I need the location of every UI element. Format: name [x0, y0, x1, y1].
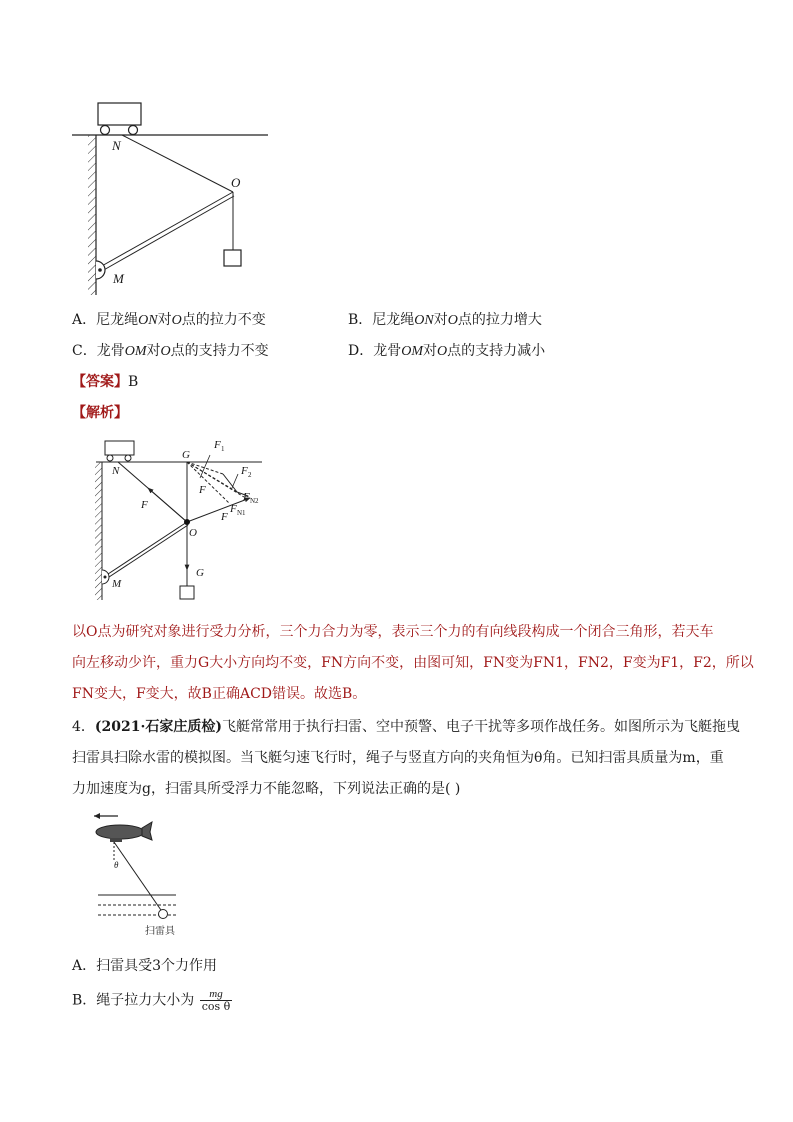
figure-3-airship-minesweeper [90, 810, 190, 940]
minesweeper-device [159, 910, 168, 919]
option-b-q4: B．绳子拉力大小为 $\frac{mg}{\text{cos θ}}$ [72, 988, 231, 1013]
q4-line-1: 4．(2021·石家庄质检)飞艇常常用于执行扫雷、空中预警、电子干扰等多项作战任务。如图所示为飞艇拖曳 [72, 719, 741, 735]
option-b-q3: B．尼龙绳ON对O点的拉力增大 [348, 312, 542, 328]
svg-text:F: F [243, 491, 250, 503]
explanation-line-3: FN变大，F变大，故B正确ACD错误。故选B。 [72, 686, 367, 702]
option-d-q3: D．龙骨OM对O点的支持力减小 [348, 343, 546, 359]
svg-text:N2: N2 [250, 497, 259, 505]
option-c-q3: C．龙骨OM对O点的支持力不变 [72, 343, 269, 359]
svg-text:扫雷具: 扫雷具 [145, 926, 175, 937]
cart-body [98, 103, 141, 125]
svg-text:O: O [189, 527, 197, 539]
label-m: M [113, 271, 124, 286]
svg-text:G: G [182, 449, 190, 461]
cart-wheel-left [101, 126, 110, 135]
explanation-line-2: 向左移动少许，重力G大小方向均不变，FN方向不变，由图可知，FN变为FN1，FN2，F变为F1，F2，所以 [72, 655, 754, 671]
rope-on [122, 135, 233, 192]
svg-text:G: G [196, 567, 204, 579]
svg-text:F: F [230, 503, 237, 515]
fraction: $\frac{mg}{\text{cos θ}}$ [201, 988, 231, 1013]
option-a-q3: A．尼龙绳ON对O点的拉力不变 [72, 312, 266, 328]
cart-wheel-right [129, 126, 138, 135]
svg-text:F: F [214, 439, 221, 451]
tow-rope [114, 842, 163, 913]
f-arrow-left [148, 488, 187, 522]
svg-text:F: F [141, 499, 148, 511]
option-a-q4: A．扫雷具受3个力作用 [72, 958, 218, 974]
analysis-label: 【解析】 [72, 405, 128, 421]
svg-text:1: 1 [221, 445, 225, 453]
svg-text:F: F [241, 465, 248, 477]
answer-line: 【答案】B [72, 374, 139, 390]
svg-text:M: M [112, 578, 122, 590]
figure-1-cart-rope-diagram [70, 95, 275, 300]
q4-line-3: 力加速度为g，扫雷具所受浮力不能忽略，下列说法正确的是( ) [72, 781, 461, 797]
svg-text:F: F [221, 511, 228, 523]
explanation-line-1: 以O点为研究对象进行受力分析，三个力合力为零，表示三个力的有向线段构成一个闭合三角形，若天车 [72, 624, 714, 640]
figure-2-force-analysis [90, 430, 290, 605]
svg-text:2: 2 [248, 471, 252, 479]
svg-text:F: F [199, 484, 206, 496]
svg-text:N1: N1 [237, 509, 246, 517]
wall-hatching [88, 135, 96, 295]
airship-body [96, 825, 144, 839]
q4-line-2: 扫雷具扫除水雷的模拟图。当飞艇匀速飞行时，绳子与竖直方向的夹角恒为θ角。已知扫雷具质量为m，重 [72, 750, 724, 766]
keel-om-upper [100, 192, 233, 267]
weight-block-2 [180, 586, 194, 599]
weight-block [224, 250, 241, 266]
label-o: O [231, 175, 241, 190]
svg-text:θ: θ [114, 860, 119, 870]
svg-text:N: N [112, 465, 120, 477]
keel-om-lower [102, 196, 234, 271]
cart-body-2 [105, 441, 134, 455]
wall-hatching-2 [95, 462, 102, 600]
label-n: N [112, 138, 121, 153]
